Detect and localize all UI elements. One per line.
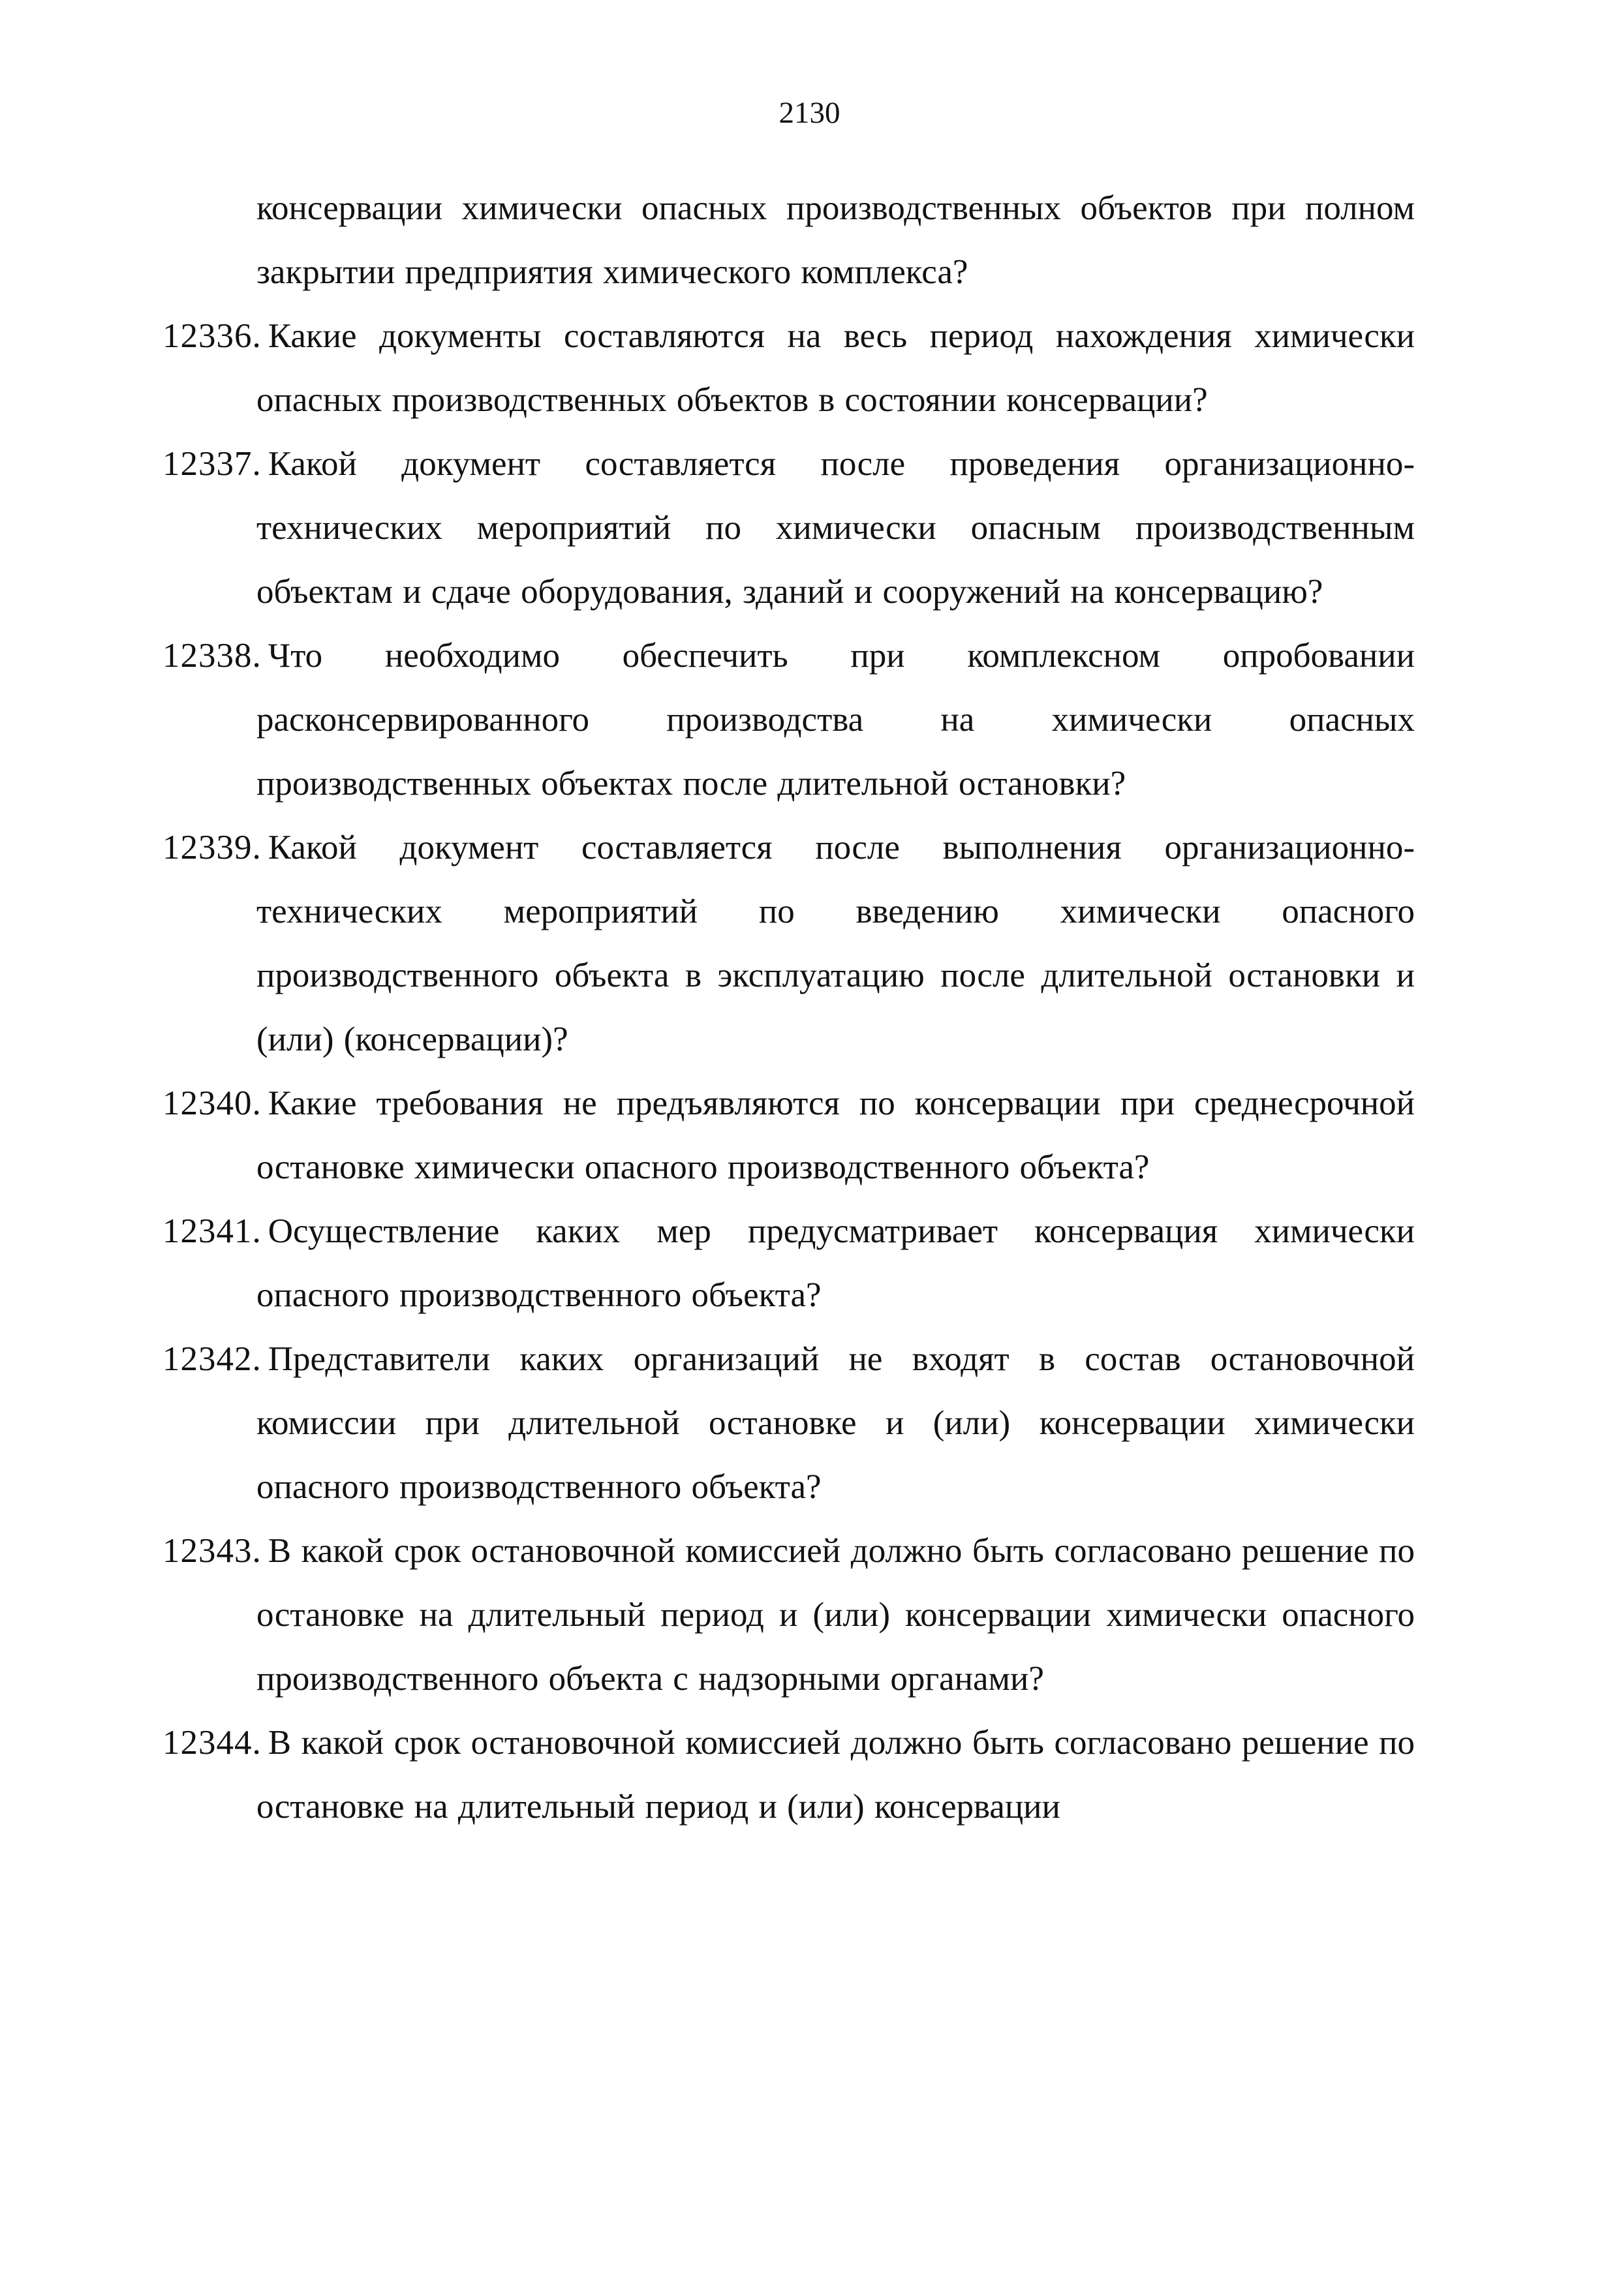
question-number: 12342. [162,1340,262,1378]
question-item [162,1071,1415,1199]
question-number: 12344. [162,1724,262,1762]
question-item [162,624,1415,816]
document-body [162,176,1415,1839]
question-text: Представители каких организаций не входят в состав остановочной комиссии при длительной остановке и (или) консервации химически опасного производственного объекта? [256,1340,1415,1506]
question-item [162,1199,1415,1327]
question-item [162,432,1415,624]
question-number: 12341. [162,1212,262,1250]
question-text: В какой срок остановочной комиссией должно быть согласовано решение по остановке на длительный период и (или) консервации [256,1724,1415,1826]
question-number: 12337. [162,445,262,483]
continuation-paragraph: консервации химически опасных производственных объектов при полном закрытии предприятия химического комплекса? [256,189,1415,291]
question-text: Какой документ составляется после проведения организационно-технических мероприятий по химически опасным производственным объектам и сдаче оборудования, зданий и сооружений на консервацию? [256,445,1415,611]
question-number: 12339. [162,829,262,866]
question-item [162,1519,1415,1711]
question-text: Какой документ составляется после выполнения организационно-технических мероприятий по введению химически опасного производственного объекта в эксплуатацию после длительной остановки и (или) (консервации)? [256,829,1415,1058]
question-item [162,1711,1415,1839]
question-number: 12336. [162,317,262,355]
question-number: 12343. [162,1532,262,1570]
question-text: Какие требования не предъявляются по консервации при среднесрочной остановке химически опасного производственного объекта? [256,1084,1415,1186]
question-text: В какой срок остановочной комиссией должно быть согласовано решение по остановке на длительный период и (или) консервации химически опасного производственного объекта с надзорными органами? [256,1532,1415,1698]
question-text: Какие документы составляются на весь период нахождения химически опасных производственных объектов в состоянии консервации? [256,317,1415,419]
question-number: 12338. [162,637,262,675]
question-number: 12340. [162,1084,262,1122]
question-text: Осуществление каких мер предусматривает консервация химически опасного производственного объекта? [256,1212,1415,1314]
question-item [162,1327,1415,1519]
question-item [162,816,1415,1071]
question-text: Что необходимо обеспечить при комплексном опробовании расконсервированного производства на химически опасных производственных объектах после длительной остановки? [256,637,1415,803]
page-number: 2130 [779,96,840,130]
question-item [162,304,1415,432]
